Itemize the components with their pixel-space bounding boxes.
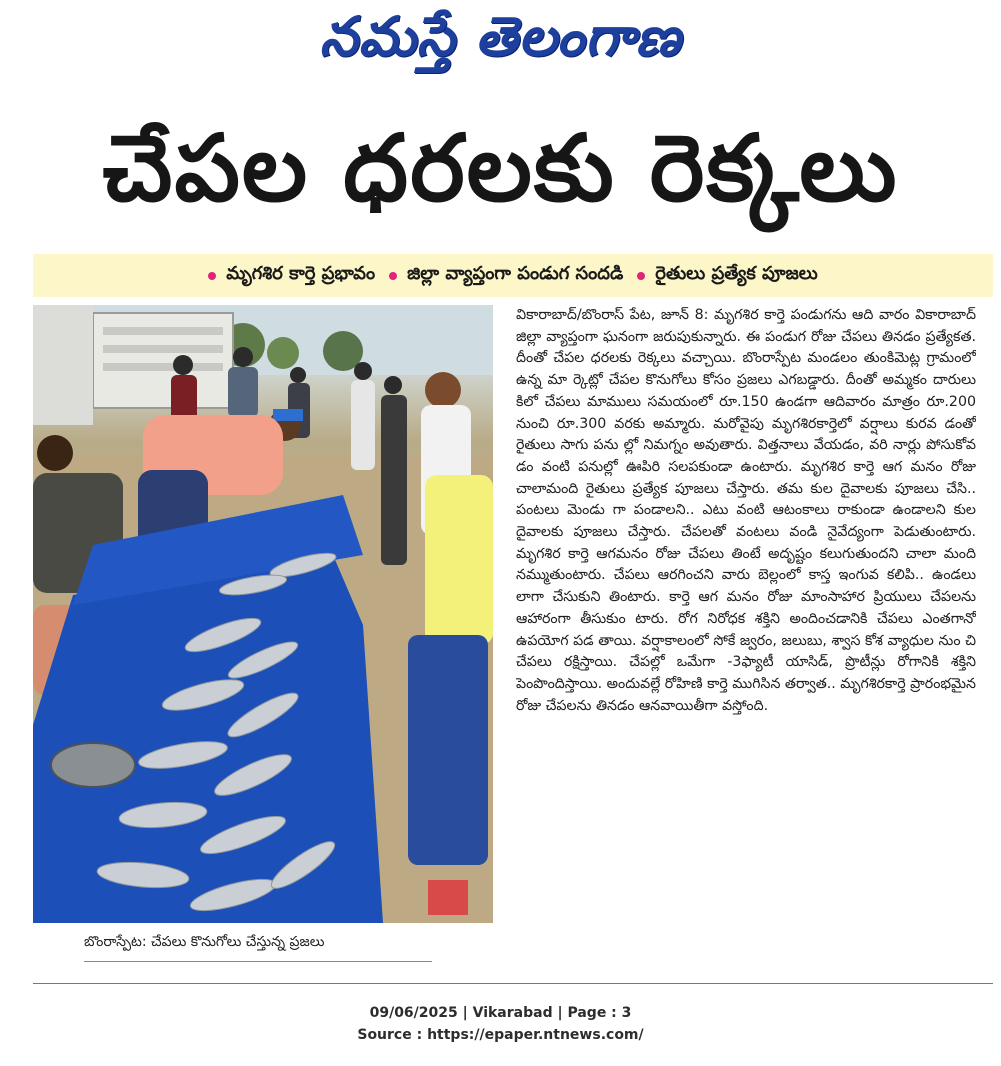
subheadline-item [389,263,623,288]
footer-divider [33,983,993,984]
bullet-icon [389,272,397,280]
article-body: వికారాబాద్/బొంరాస్ పేట, జూన్ 8: మృగశిర కార్తె పండుగను ఆది వారం వికారాబాద్ జిల్లా వ్యాప్తంగా ఘనంగా జరుపుకున్నారు. ఈ పండుగ రోజు చేపలు తినడం ప్రత్యేకత. దీంతో చేపల ధరలకు రెక్కలు వచ్చాయి. బొంరాస్పేట మండలం తుంకిమెట్ల గ్రామంలో ఉన్న మా ర్కెట్లో చేపల కొనుగోలు కోసం ప్రజలు ఎగబడ్డారు. దీంతో అమ్మకం దారులు కిలో చేపలు మాములు సమయంలో రూ.150 ఉండగా ఆదివారం మాత్రం రూ.200 నుంచి రూ.300 వరకు అమ్మారు. మరోవైపు మృగశిరకార్తెలో వర్షాలు కురవ డంతో రైతులు సాగు పను ల్లో నిమగ్నం అవుతారు. విత్తనాలు వేయడం, వరి నార్లు పోసుకోవ డం వంటి పనుల్లో ఊపిరి సలపకుండా ఉంటారు. మృగశిర కార్తె ఆగ మనం రోజు చాలామంది రైతులు ప్రత్యేక పూజలు చేస్తారు. తమ కుల దైవాలకు పూజలు చేసి.. పంటలు మెండు గా పండాలని.. ఎటు వంటి ఆటంకాలు రాకుండా ఉండాలని కుల దైవాలకు పూజలు చేస్తారు. చేపలతో వంటలు వండి నైవేద్యంగా పెడుతుంటారు. మృగశిర కార్తె ఆగమనం రోజు చేపలు తింటే అదృష్టం కలుగుతుందని చాలా మంది నమ్ముతుంటారు. చేపలు ఆరగించని వారు బెల్లంలో కాస్త ఇంగువ కలిపి.. ఉండలు లాగా చేసుకుని తింటారు. కార్తె ఆగ మనం రోజు మాంసాహార ప్రియులు చేపలను ఆహారంగా తీసుకుం టారు. రోగ నిరోధక శక్తిని అందించడానికి చేపలు ఎంతగానో ఉపయోగ పడ తాయి. వర్షాకాలంలో సోకే జ్వరం, జలుబు, శ్వాస కోశ వ్యాధుల నుం చి చేపలు రక్షిస్తాయి. చేపల్లో ఒమేగా -3ఫ్యాటీ యాసిడ్, ప్రొటీన్లు రోగానికి శక్తిని పెంపొందిస్తాయి. అందువల్లే రోహిణి కార్తె ముగిసిన తర్వాత.. మృగశిరకార్తె ప్రారంభమైన రోజు చేపలను తినడం ఆనవాయితీగా వస్తోంది. [516,307,976,714]
headline-text: చేపల ధరలకు రెక్కలు [102,115,899,222]
subheadline-item [637,263,818,288]
bullet-icon [637,272,645,280]
edition-info: 09/06/2025 | Vikarabad | Page : 3 [369,1005,632,1021]
subheadline-text: జిల్లా వ్యాప్తంగా పండుగ సందడి [407,263,624,284]
subheadline-bar [33,254,993,297]
subheadline-text: మృగశిర కార్తె ప్రభావం [226,263,376,284]
subheadline-text: రైతులు ప్రత్యేక పూజలు [655,263,818,284]
masthead-logo-text: నమస్తే తెలంగాణ [319,4,682,68]
masthead [0,0,1001,86]
subheadline-item [208,263,375,288]
fish-market-illustration [33,305,493,923]
news-photo-fish-market [33,305,493,923]
source-link[interactable]: Source : https://epaper.ntnews.com/ [357,1027,644,1043]
photo-caption: బొంరాస్పేట: చేపలు కొనుగోలు చేస్తున్న ప్రజలు [84,930,432,962]
article-headline [0,110,1001,250]
bullet-icon [208,272,216,280]
